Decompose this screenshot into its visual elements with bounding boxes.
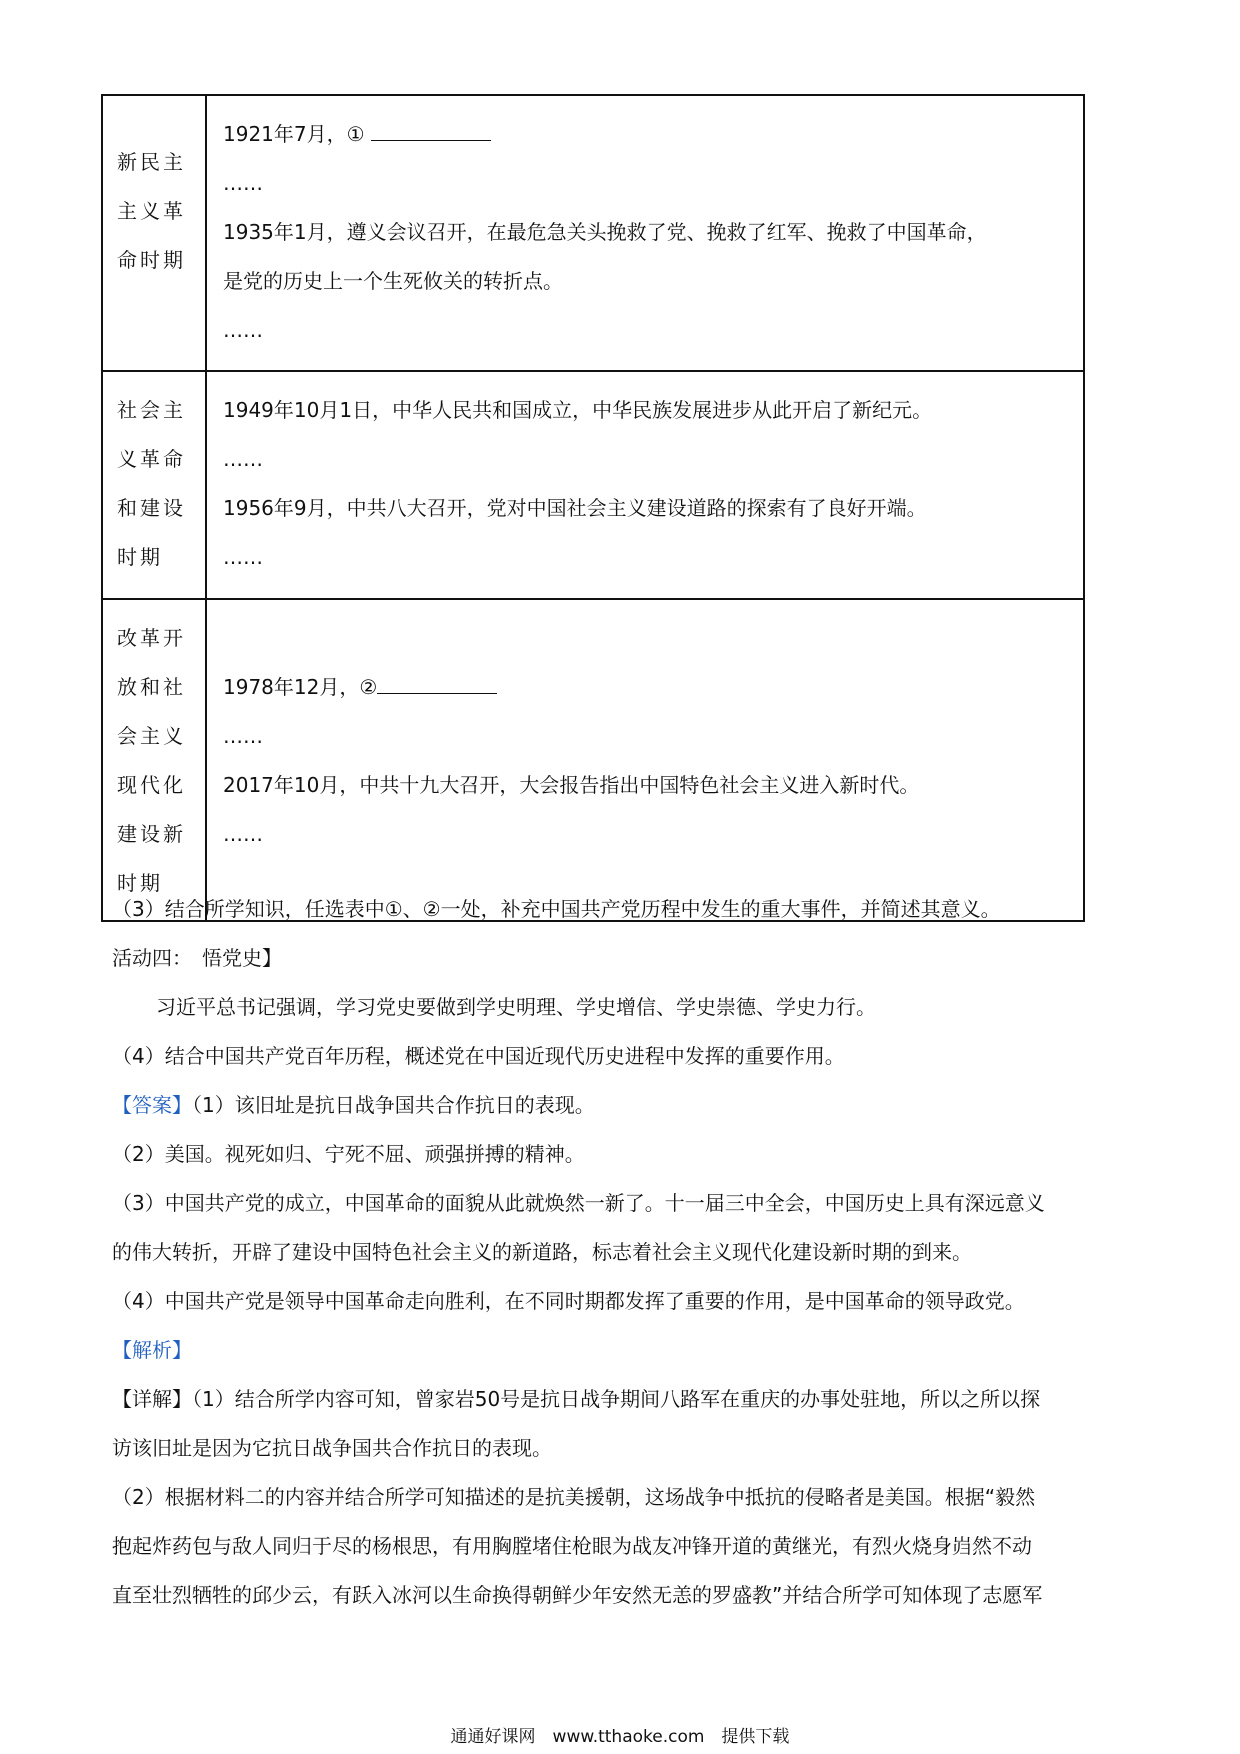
- event-line: 1949年10月1日，中华人民共和国成立，中华民族发展进步从此开启了新纪元。: [223, 398, 933, 422]
- period-label: 改革开: [117, 626, 186, 650]
- detail-2-cont: 直至壮烈牺牲的邱少云，有跃入冰河以生命换得朝鲜少年安然无恙的罗盛教”并结合所学可知体现了志愿军: [112, 1583, 1043, 1607]
- period-label: 命时期: [117, 248, 186, 272]
- table-row: [102, 599, 1084, 921]
- detail-1: 【详解】（1）结合所学内容可知，曾家岩50号是抗日战争期间八路军在重庆的办事处驻地，所以之所以探: [112, 1387, 1041, 1411]
- table-row: [102, 95, 1084, 371]
- answer-2: （2）美国。视死如归、宁死不屈、顽强拼搏的精神。: [112, 1142, 585, 1166]
- period-cell: [102, 371, 206, 599]
- answer-blank[interactable]: [377, 673, 497, 694]
- answer-3: （3）中国共产党的成立，中国革命的面貌从此就焕然一新了。十一届三中全会，中国历史上具有深远意义: [112, 1191, 1045, 1215]
- activity-heading: 活动四： 悟党史】: [112, 946, 282, 970]
- table-row: [102, 371, 1084, 599]
- detail-1-cont: 访该旧址是因为它抗日战争国共合作抗日的表现。: [112, 1436, 552, 1460]
- question-3: （3）结合所学知识，任选表中①、②一处，补充中国共产党历程中发生的重大事件，并简述其意义。: [112, 897, 1001, 921]
- answer-3-cont: 的伟大转折，开辟了建设中国特色社会主义的新道路，标志着社会主义现代化建设新时期的到来。: [112, 1240, 972, 1264]
- question-4: （4）结合中国共产党百年历程，概述党在中国近现代历史进程中发挥的重要作用。: [112, 1044, 845, 1068]
- period-label: 和建设: [117, 496, 186, 520]
- event-line: ……: [223, 822, 263, 846]
- event-line: 1956年9月，中共八大召开，党对中国社会主义建设道路的探索有了良好开端。: [223, 496, 927, 520]
- period-cell: [102, 599, 206, 921]
- event-line: ……: [223, 447, 263, 471]
- period-label: 会主义: [117, 724, 186, 748]
- events-cell: [206, 371, 1084, 599]
- period-label: 社会主: [117, 398, 186, 422]
- question-section: [112, 885, 1132, 1081]
- event-line: 2017年10月，中共十九大召开，大会报告指出中国特色社会主义进入新时代。: [223, 773, 920, 797]
- period-cell: [102, 95, 206, 371]
- answer-4: （4）中国共产党是领导中国革命走向胜利，在不同时期都发挥了重要的作用，是中国革命的领导政党。: [112, 1289, 1025, 1313]
- period-label: 建设新: [117, 822, 186, 846]
- event-line: 1978年12月，②: [223, 663, 1073, 712]
- answer-tag: 【答案】: [112, 1093, 192, 1117]
- page-footer: 通通好课网 www.tthaoke.com 提供下载: [450, 1727, 790, 1747]
- period-label: 义革命: [117, 447, 186, 471]
- period-label: 时期: [117, 871, 163, 895]
- event-line: 1921年7月，①: [223, 110, 1073, 159]
- activity-quote: 习近平总书记强调，学习党史要做到学史明理、学史增信、学史崇德、学史力行。: [156, 995, 876, 1019]
- event-line: 1935年1月，遵义会议召开，在最危急关头挽救了党、挽救了红军、挽救了中国革命，: [223, 220, 987, 244]
- answer-1: 【答案】（1）该旧址是抗日战争国共合作抗日的表现。: [112, 1093, 595, 1117]
- history-table: [101, 94, 1085, 922]
- period-label: 放和社: [117, 675, 186, 699]
- event-line: ……: [223, 318, 263, 342]
- period-label: 现代化: [117, 773, 186, 797]
- detail-2: （2）根据材料二的内容并结合所学可知描述的是抗美援朝，这场战争中抵抗的侵略者是美国。根据“毅然: [112, 1485, 1036, 1509]
- answer-section: [112, 1081, 1132, 1620]
- events-cell: [206, 95, 1084, 371]
- event-line: 是党的历史上一个生死攸关的转折点。: [223, 269, 563, 293]
- analysis-tag: 【解析】: [112, 1338, 192, 1362]
- event-line: ……: [223, 724, 263, 748]
- period-label: 主义革: [117, 199, 186, 223]
- period-label: 时期: [117, 545, 163, 569]
- period-label: 新民主: [117, 150, 186, 174]
- detail-2-cont: 抱起炸药包与敌人同归于尽的杨根思，有用胸膛堵住枪眼为战友冲锋开道的黄继光，有烈火烧身岿然不动: [112, 1534, 1032, 1558]
- events-cell: [206, 599, 1084, 921]
- event-line: ……: [223, 545, 263, 569]
- event-line: ……: [223, 171, 263, 195]
- answer-blank[interactable]: [371, 120, 491, 141]
